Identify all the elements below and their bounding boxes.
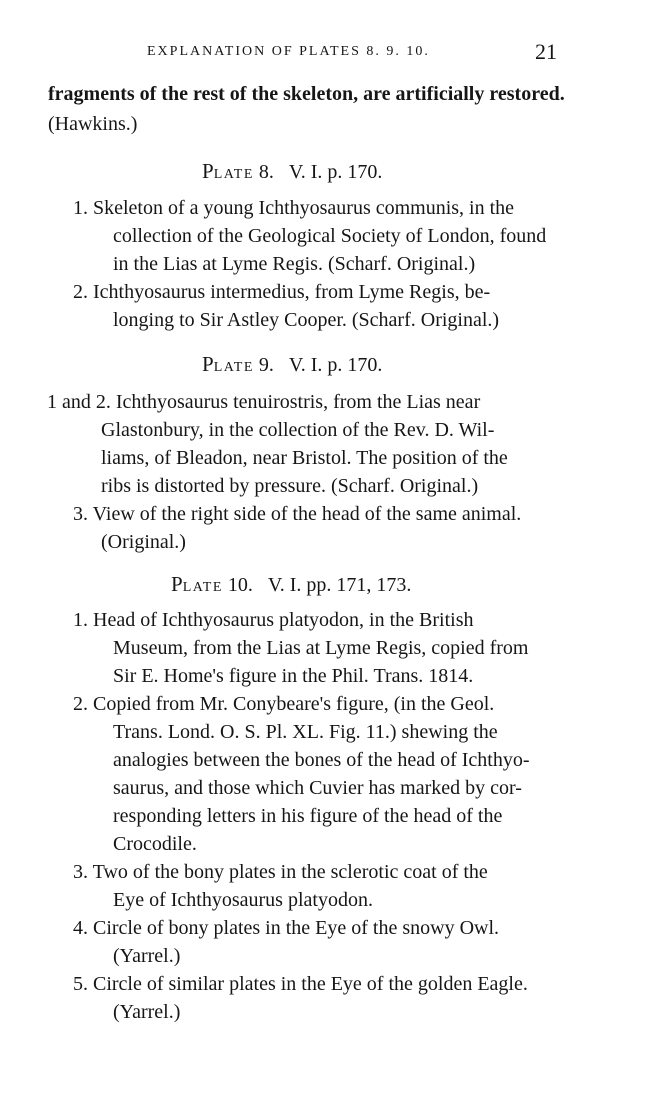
entry-line: 1 and 2. Ichthyosaurus tenuirostris, from the Lias near [47,391,481,413]
plate-heading [202,159,382,187]
plate-heading-cap: P [171,572,183,596]
entry-line: Eye of Ichthyosaurus platyodon. [113,889,373,911]
plate-reference: V. I. pp. 171, 173. [267,574,412,596]
running-head [0,39,646,66]
plate-reference: V. I. p. 170. [288,354,383,376]
intro-line: (Hawkins.) [48,113,138,135]
entry-line: saurus, and those which Cuvier has marked by cor- [113,777,522,799]
entry-line: 3. View of the right side of the head of the same animal. [73,503,522,525]
entry-line: collection of the Geological Society of London, found [113,225,547,247]
running-title: EXPLANATION OF PLATES 8. 9. 10. [147,44,430,59]
entry-line: 1. Skeleton of a young Ichthyosaurus communis, in the [73,197,515,219]
plate-heading-small: LATE [213,360,254,375]
entry-line: responding letters in his figure of the head of the [113,805,503,827]
plate-heading-small: LATE [182,580,223,595]
page-number: 21 [535,39,557,64]
plate-reference: V. I. p. 170. [288,161,383,183]
plate-heading-cap: P [202,159,214,183]
entry-line: 4. Circle of bony plates in the Eye of the snowy Owl. [73,917,500,939]
entry-line: (Original.) [101,531,186,553]
plate-number: 9. [253,354,274,376]
entry-line: 2. Ichthyosaurus intermedius, from Lyme Regis, be- [73,281,491,303]
entry-line: (Yarrel.) [113,945,181,967]
entry-line: Sir E. Home's figure in the Phil. Trans. 1814. [113,665,474,687]
entry-line: in the Lias at Lyme Regis. (Scharf. Original.) [113,253,476,275]
entry-line: Trans. Lond. O. S. Pl. XL. Fig. 11.) shewing the [113,721,498,743]
entry-line: 5. Circle of similar plates in the Eye of the golden Eagle. [73,973,528,995]
plate-heading [171,572,411,600]
intro-line: fragments of the rest of the skeleton, are artificially restored. [48,83,565,105]
plate-number: 10. [222,574,253,596]
entry-line: liams, of Bleadon, near Bristol. The position of the [101,447,508,469]
plate-number: 8. [253,161,274,183]
entry-line: 3. Two of the bony plates in the sclerotic coat of the [73,861,488,883]
entry-line: Glastonbury, in the collection of the Rev. D. Wil- [101,419,495,441]
entry-line: longing to Sir Astley Cooper. (Scharf. Original.) [113,309,500,331]
entry-line: 2. Copied from Mr. Conybeare's figure, (in the Geol. [73,693,495,715]
entry-line: Museum, from the Lias at Lyme Regis, copied from [113,637,529,659]
entry-line: analogies between the bones of the head of Ichthyo- [113,749,530,771]
plate-heading [202,352,382,380]
plate-heading-small: LATE [213,167,254,182]
entry-line: (Yarrel.) [113,1001,181,1023]
entry-line: 1. Head of Ichthyosaurus platyodon, in the British [73,609,474,631]
plate-heading-cap: P [202,352,214,376]
entry-line: ribs is distorted by pressure. (Scharf. Original.) [101,475,479,497]
entry-line: Crocodile. [113,833,197,855]
